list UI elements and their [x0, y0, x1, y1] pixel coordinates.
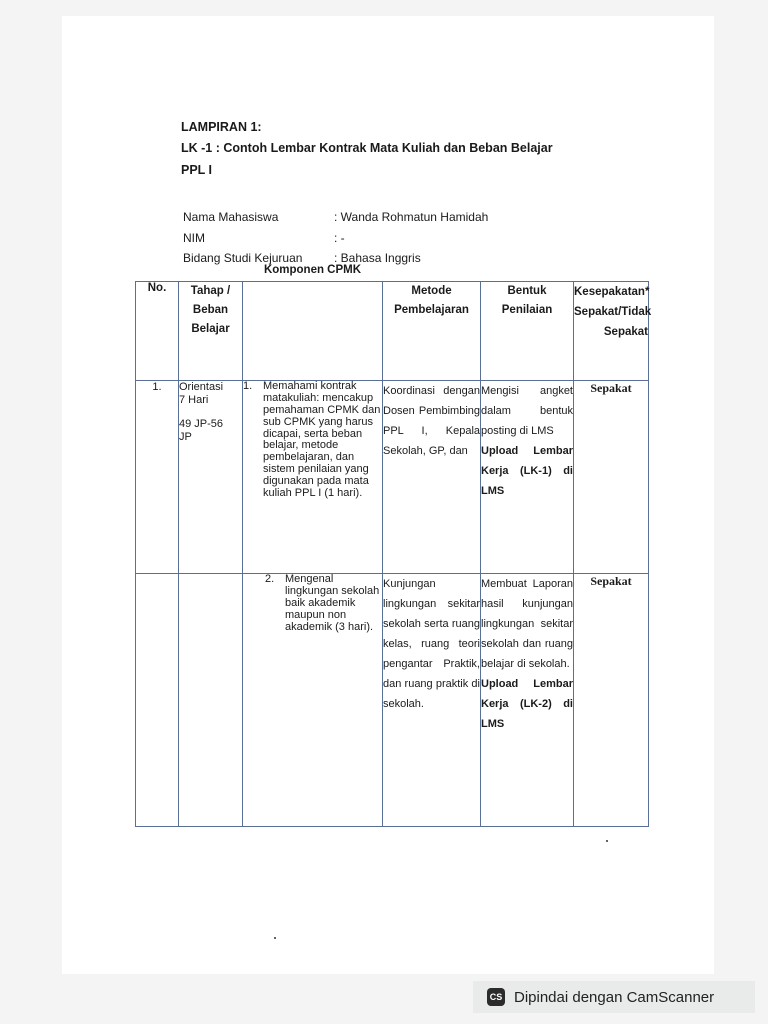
- komponen-number: 1.: [243, 380, 253, 392]
- header-kesepakatan-line: Sepakat: [603, 326, 648, 338]
- header-komponen: [243, 264, 383, 381]
- camscanner-text: Dipindai dengan CamScanner: [514, 988, 715, 1006]
- header-tahap-line: Beban: [192, 304, 229, 316]
- komponen-item: [265, 574, 382, 633]
- header-bentuk-line: Bentuk: [507, 285, 547, 297]
- tahap-jp: 49 JP-56: [179, 418, 224, 430]
- bentuk-cell: [481, 574, 574, 827]
- student-name-value: : Wanda Rohmatun Hamidah: [334, 210, 489, 224]
- header-bentuk-line: Penilaian: [501, 304, 553, 316]
- header-bentuk: [481, 282, 574, 381]
- header-kesepakatan: [574, 282, 652, 381]
- appendix-title: LAMPIRAN 1:: [181, 120, 262, 134]
- header-no: No.: [136, 282, 179, 381]
- header-metode-line: Pembelajaran: [394, 304, 469, 316]
- header-kesepakatan-line: Kesepakatan*: [574, 286, 650, 298]
- tahap-duration: 7 Hari: [179, 394, 209, 407]
- metode-cell: Koordinasi dengan Dosen Pembimbing PPL I, Kepala Sekolah, GP, dan: [383, 381, 481, 574]
- header-kesepakatan-line: Sepakat/Tidak: [574, 306, 652, 318]
- header-tahap: [179, 282, 243, 381]
- table-header-row: [136, 282, 649, 381]
- contract-table: [135, 264, 652, 827]
- tahap-jp-unit: JP: [179, 431, 192, 444]
- tahap-cell: [179, 418, 243, 827]
- komponen-text: Mengenal lingkungan sekolah baik akademik maupun non akademik (3 hari).: [285, 573, 380, 633]
- scan-speck: [606, 840, 608, 842]
- table-row: [136, 574, 649, 827]
- bentuk-cell: [481, 381, 574, 574]
- kesepakatan-cell: Sepakat: [574, 381, 649, 574]
- kesepakatan-cell: Sepakat: [574, 574, 649, 827]
- document-subtitle: PPL I: [181, 163, 213, 177]
- komponen-cell: [243, 381, 383, 574]
- bentuk-upload-text: Upload Lembar Kerja (LK-1) di LMS: [481, 445, 573, 497]
- header-tahap-line: Belajar: [191, 323, 230, 335]
- header-komponen-label: Komponen CPMK: [263, 264, 362, 276]
- bentuk-text: Membuat Laporan hasil kunjungan lingkungan sekitar sekolah dan ruang belajar di sekolah.: [481, 578, 573, 670]
- nim-label: NIM: [183, 231, 205, 245]
- komponen-number: 2.: [265, 573, 275, 585]
- bentuk-text: Mengisi angket dalam bentuk posting di LMS: [481, 385, 573, 437]
- tahap-cell: [179, 381, 243, 574]
- camscanner-logo-icon: CS: [487, 988, 505, 1006]
- table-row: [136, 381, 649, 574]
- field-of-study-label: Bidang Studi Kejuruan: [183, 251, 303, 265]
- komponen-item: [243, 381, 382, 500]
- header-metode-line: Metode: [411, 285, 452, 297]
- nim-value: : -: [334, 231, 345, 245]
- komponen-text: Memahami kontrak matakuliah: mencakup pemahaman CPMK dan sub CPMK yang harus dicapai, serta beban belajar, metode pembelajaran, dan sistem penilaian yang digunakan pada mata kuliah PPL I (1 hari).: [263, 380, 381, 499]
- row-number-empty: [136, 574, 179, 827]
- bentuk-upload-text: Upload Lembar Kerja (LK-2) di LMS: [481, 678, 573, 730]
- document-title: LK -1 : Contoh Lembar Kontrak Mata Kuliah dan Beban Belajar: [181, 141, 553, 155]
- tahap-text: Orientasi: [179, 381, 224, 393]
- camscanner-watermark: [473, 981, 755, 1013]
- field-of-study-value: : Bahasa Inggris: [334, 251, 421, 265]
- header-tahap-line: Tahap /: [190, 285, 231, 297]
- scan-speck: [274, 937, 276, 939]
- header-metode: [383, 282, 481, 381]
- student-name-label: Nama Mahasiswa: [183, 210, 279, 224]
- row-number: 1.: [136, 381, 179, 574]
- metode-cell: Kunjungan lingkungan sekitar sekolah serta ruang kelas, ruang teori pengantar Praktik, dan ruang praktik di sekolah.: [383, 574, 481, 827]
- komponen-cell: [243, 574, 383, 827]
